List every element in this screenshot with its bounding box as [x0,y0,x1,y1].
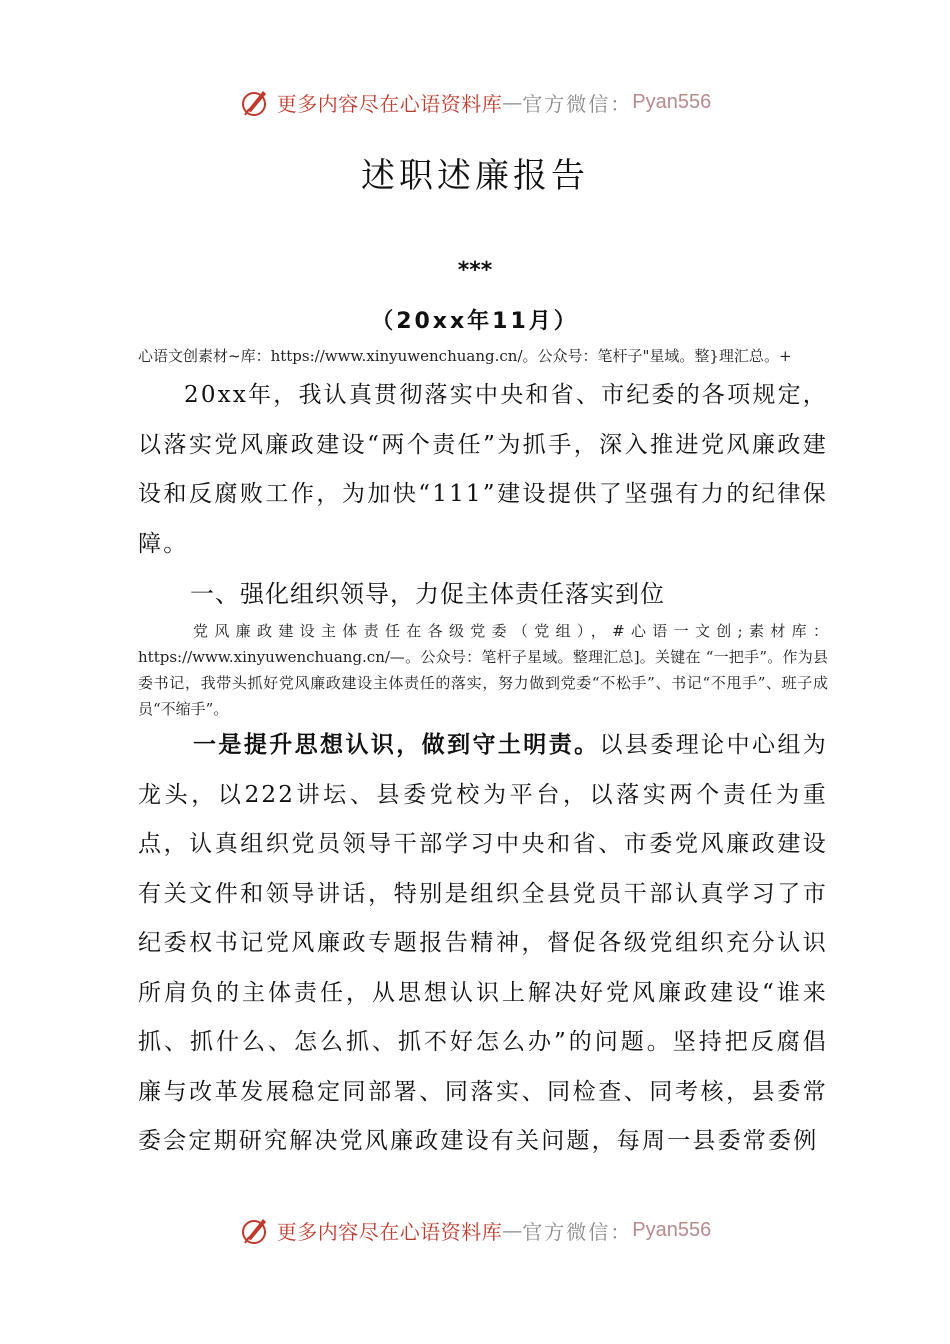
document-title: 述职述廉报告 [361,156,589,196]
banner-contact-label: 官方微信： [522,1219,633,1244]
quill-logo-icon [239,85,273,119]
paragraph-body: 以县委理论中心组为龙头，以222讲坛、县委党校为平台，以落实两个责任为重点，认真组织党员领导干部学习中央和省、市委党风廉政建设有关文件和领导讲话，特别是组织全县党员干部认真学习了市纪委权书记党风廉政专题报告精神，督促各级党组织充分认识所肩负的主体责任，从思想认识上解决好党风廉政建设“谁来抓、抓什么、怎么抓、抓不好怎么办”的问题。坚持把反腐倡廉与改革发展稳定同部署、同落实、同检查、同考核，县委常委会定期研究解决党风廉政建设有关问题，每周一县委常委例 [138,732,828,1154]
document-author: *** [457,258,493,283]
banner-contact-label: 官方微信： [522,91,633,116]
banner-separator: — [502,90,523,114]
source-note: 心语文创素材~库：https://www.xinyuwenchuang.cn/。公众号：笔杆子"星域。整}理汇总。+ [138,347,792,365]
quill-logo-icon [239,1213,273,1247]
banner-contact-value: Pyan556 [632,1218,712,1241]
banner-separator: — [502,1218,523,1242]
body-paragraph-2 [138,720,828,1167]
banner-text: 更多内容尽在心语资料库 [276,1219,503,1244]
banner-text: 更多内容尽在心语资料库 [276,91,503,116]
paragraph-lead: 一是提升思想认识，做到守土明责。 [193,731,600,758]
section-note: 党风廉政建设主体责任在各级党委（党组），#心语一文创;素材库：https://www.xinyuwenchuang.cn/—。公众号：笔杆子星域。整理汇总]。关键在 “一把手”。作为县委书记，我带头抓好党风廉政建设主体责任的落实，努力做到党委“不松手”、书记“不甩手”、班子成员“不缩手”。 [138,622,828,718]
document-date: （20xx年11月） [371,309,579,334]
header-banner [0,82,950,122]
intro-paragraph: 20xx年，我认真贯彻落实中央和省、市纪委的各项规定，以落实党风廉政建设“两个责任”为抓手，深入推进党风廉政建设和反腐败工作，为加快“111”建设提供了坚强有力的纪律保障。 [138,382,828,557]
section-heading-1: 一、强化组织领导，力促主体责任落实到位 [190,580,665,608]
banner-contact-value: Pyan556 [632,90,712,113]
footer-banner [0,1210,950,1250]
